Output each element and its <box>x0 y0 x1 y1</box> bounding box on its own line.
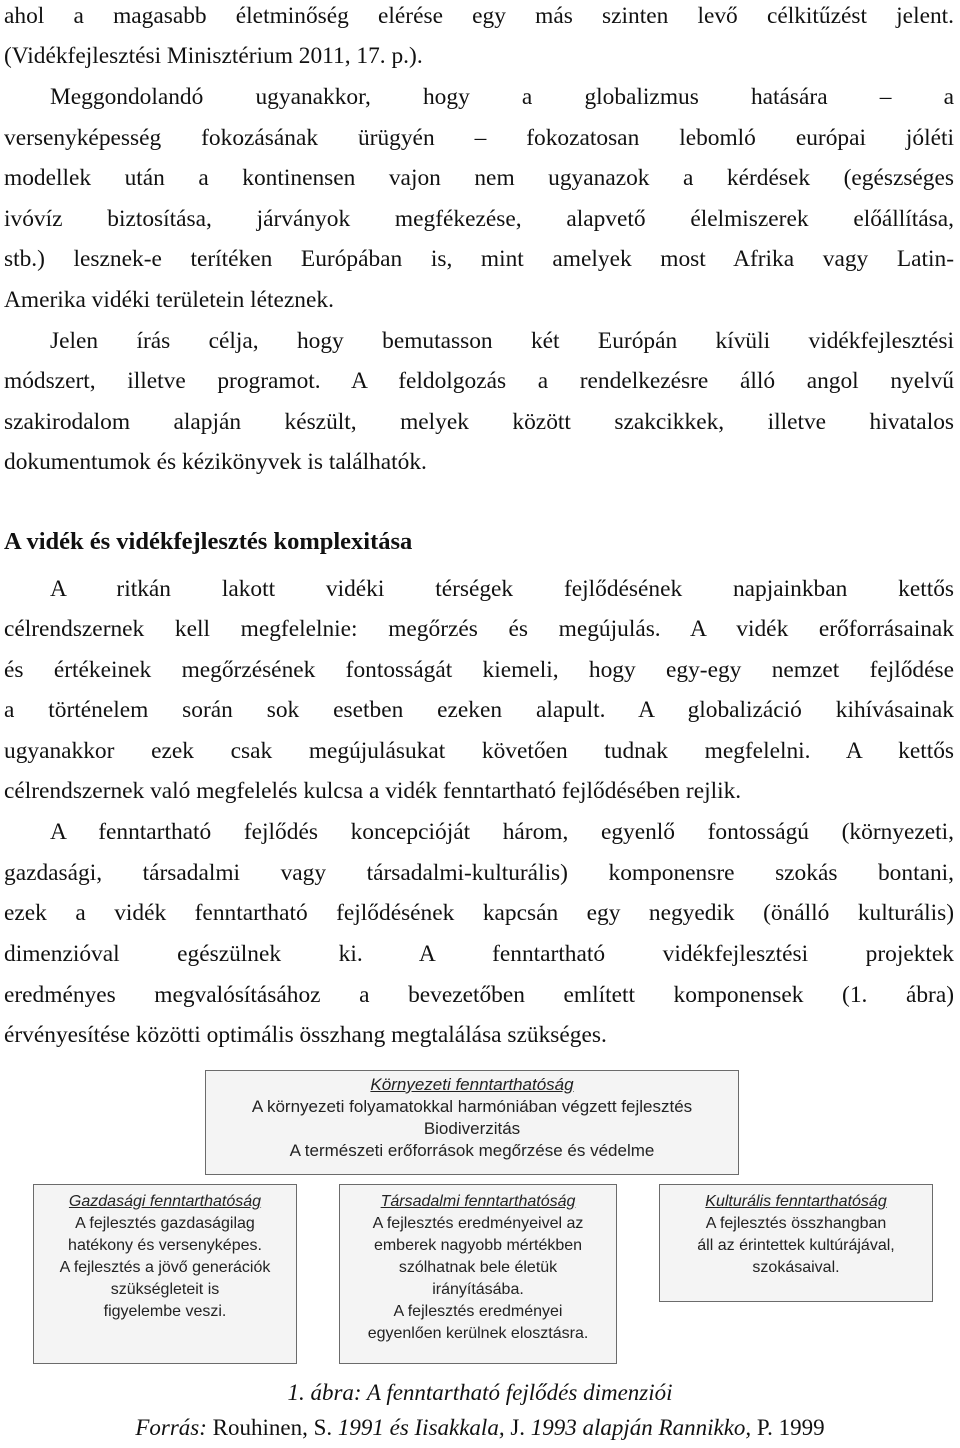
social-box <box>339 1184 617 1364</box>
box-line: A fejlesztés a jövő generációk <box>59 1259 271 1276</box>
box-line: szükségleteit is <box>110 1281 220 1298</box>
text-line: eredményes megvalósításához a bevezetőben említett komponensek (1. ábra) <box>4 982 954 1008</box>
text-line: ezek a vidék fenntartható fejlődésének kapcsán egy negyedik (önálló kulturális) <box>4 900 954 926</box>
cultural-box <box>659 1184 933 1302</box>
box-title: Kulturális fenntarthatóság <box>705 1193 887 1210</box>
text-line: érvényesítése közötti optimális összhang megtalálása szükséges. <box>4 1022 607 1048</box>
source-author: J. <box>510 1415 526 1440</box>
source-text: 1991 és Iisakkala, <box>337 1415 505 1440</box>
source-label: Forrás: <box>135 1415 207 1440</box>
text-line: dokumentumok és kézikönyvek is találhatók. <box>4 449 427 475</box>
box-line: hatékony és versenyképes. <box>68 1237 262 1254</box>
text-line: ahol a magasabb életminőség elérése egy más szinten levő célkitűzést jelent. <box>4 3 954 29</box>
text-line: Meggondolandó ugyanakkor, hogy a globalizmus hatására – a <box>50 84 954 110</box>
box-line: A fejlesztés eredményeivel az <box>372 1215 584 1232</box>
box-title: Környezeti fenntarthatóság <box>370 1075 574 1094</box>
box-line: egyenlően kerülnek elosztásra. <box>367 1325 589 1342</box>
text-line: A fenntartható fejlődés koncepcióját három, egyenlő fontosságú (környezeti, <box>50 819 954 845</box>
source-author: Rouhinen, S. <box>212 1415 333 1440</box>
text-line: Jelen írás célja, hogy bemutasson két Európán kívüli vidékfejlesztési <box>50 328 954 354</box>
text-line: ivóvíz biztosítása, járványok megfékezése, alapvető élelmiszerek előállítása, <box>4 206 954 232</box>
economic-box <box>33 1184 297 1364</box>
text-line: versenyképesség fokozásának ürügyén – fokozatosan lebomló európai jóléti <box>4 125 954 151</box>
text-line: célrendszernek való megfelelés kulcsa a vidék fenntartható fejlődésében rejlik. <box>4 778 742 804</box>
text-line: stb.) lesznek-e terítéken Európában is, mint amelyek most Afrika vagy Latin- <box>4 246 954 272</box>
source-year: 1999 <box>778 1415 825 1440</box>
box-line: A fejlesztés eredményei <box>393 1303 563 1320</box>
text-line: Amerika vidéki területein léteznek. <box>4 287 334 313</box>
text-line: dimenzióval egészülnek ki. A fenntartható vidékfejlesztési projektek <box>4 941 954 967</box>
box-line: figyelembe veszi. <box>103 1303 227 1320</box>
text-line: és értékeinek megőrzésének fontosságát kiemeli, hogy egy-egy nemzet fejlődése <box>4 657 954 683</box>
text-line: (Vidékfejlesztési Minisztérium 2011, 17. p.). <box>4 43 423 69</box>
box-line: A fejlesztés gazdaságilag <box>75 1215 255 1232</box>
box-line: irányításába. <box>432 1281 524 1298</box>
box-line: Biodiverzitás <box>423 1119 521 1138</box>
text-line: A ritkán lakott vidéki térségek fejlődésének napjainkban kettős <box>50 576 954 602</box>
box-line: A fejlesztés összhangban <box>705 1215 887 1232</box>
box-line: A környezeti folyamatokkal harmóniában végzett fejlesztés <box>251 1097 693 1116</box>
text-line: célrendszernek kell megfelelnie: megőrzés és megújulás. A vidék erőforrásainak <box>4 616 954 642</box>
box-title: Gazdasági fenntarthatóság <box>68 1193 262 1210</box>
text-line: modellek után a kontinensen vajon nem ugyanazok a kérdések (egészséges <box>4 165 954 191</box>
figure-source <box>0 1415 960 1441</box>
environmental-box <box>205 1070 739 1175</box>
box-line: emberek nagyobb mértékben <box>373 1237 583 1254</box>
text-line: ugyanakkor ezek csak megújulásukat követően tudnak megfelelni. A kettős <box>4 738 954 764</box>
text-line: szakirodalom alapján készült, melyek között szakcikkek, illetve hivatalos <box>4 409 954 435</box>
box-line: A természeti erőforrások megőrzése és védelme <box>289 1141 655 1160</box>
section-heading: A vidék és vidékfejlesztés komplexitása <box>4 528 413 555</box>
source-text: 1993 alapján Rannikko, <box>530 1415 752 1440</box>
text-line: módszert, illetve programot. A feldolgozás a rendelkezésre álló angol nyelvű <box>4 368 954 394</box>
box-line: szólhatnak bele életük <box>398 1259 558 1276</box>
box-line: szokásaival. <box>752 1259 840 1276</box>
figure-caption: 1. ábra: A fenntartható fejlődés dimenziói <box>287 1380 673 1405</box>
text-line: gazdasági, társadalmi vagy társadalmi-kulturális) komponensre szokás bontani, <box>4 860 954 886</box>
sustainability-figure <box>19 1066 945 1362</box>
source-author: P. <box>756 1415 773 1440</box>
box-line: áll az érintettek kultúrájával, <box>697 1237 895 1254</box>
text-line: a történelem során sok esetben ezeken alapult. A globalizáció kihívásainak <box>4 697 954 723</box>
box-title: Társadalmi fenntarthatóság <box>380 1193 576 1210</box>
